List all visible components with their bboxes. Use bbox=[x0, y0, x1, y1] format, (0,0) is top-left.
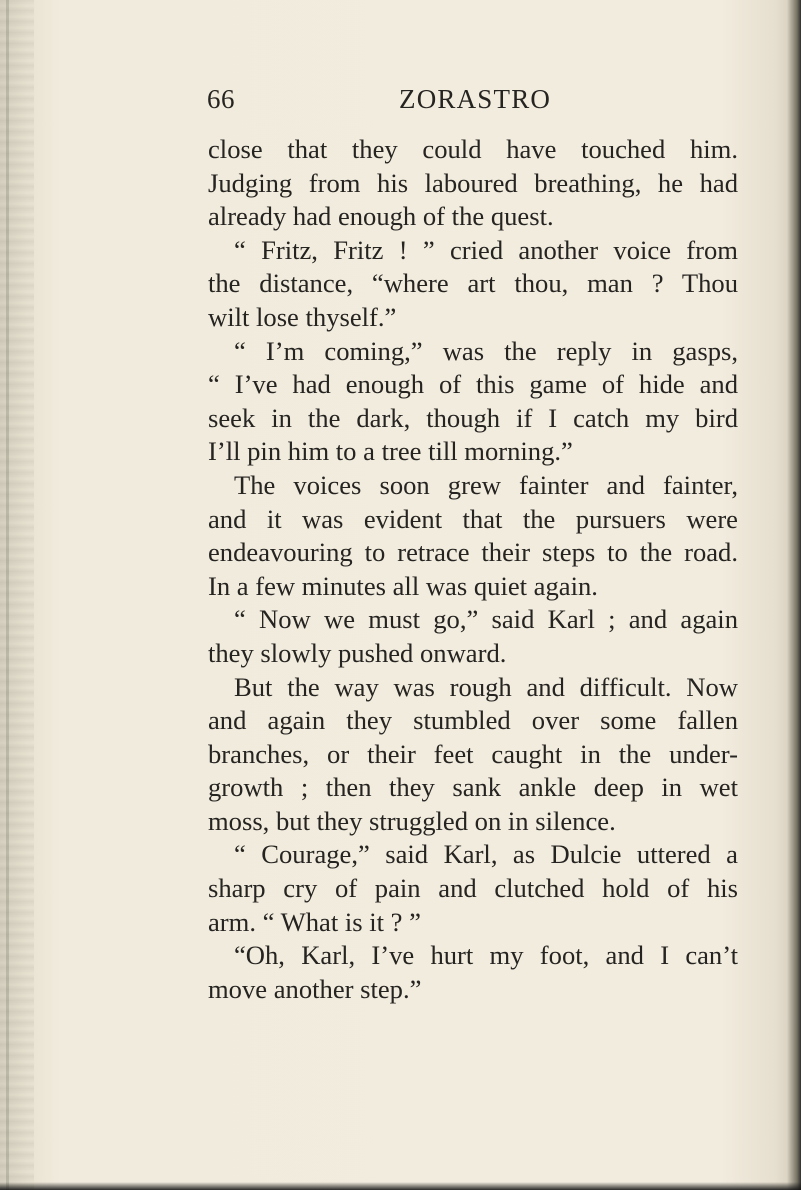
text-line: “ Courage,” said Karl, as Dulcie uttered a bbox=[234, 839, 738, 870]
text-line: they slowly pushed onward. bbox=[208, 637, 507, 668]
page-header bbox=[0, 84, 801, 124]
text-line: sharp cry of pain and clutched hold of his bbox=[208, 873, 738, 904]
text-line: “ I’m coming,” was the reply in gasps, bbox=[234, 335, 738, 366]
running-head: ZORASTRO bbox=[399, 84, 552, 114]
text-line: and it was evident that the pursuers were bbox=[208, 503, 738, 534]
text-line: But the way was rough and difficult. Now bbox=[234, 671, 738, 702]
page-edge-shadow-right bbox=[787, 0, 801, 1190]
page-edge-shadow-bottom bbox=[0, 1182, 801, 1190]
text-line: I’ll pin him to a tree till morning.” bbox=[208, 436, 573, 467]
text-line: The voices soon grew fainter and fainter, bbox=[234, 469, 738, 500]
text-line: In a few minutes all was quiet again. bbox=[208, 570, 598, 601]
text-line: “ I’ve had enough of this game of hide and bbox=[208, 369, 738, 400]
text-line: “Oh, Karl, I’ve hurt my foot, and I can’t bbox=[234, 940, 738, 971]
text-line: growth ; then they sank ankle deep in wet bbox=[208, 772, 738, 803]
text-line: seek in the dark, though if I catch my bird bbox=[208, 402, 738, 433]
text-line: “ Fritz, Fritz ! ” cried another voice from bbox=[234, 234, 738, 265]
text-line: close that they could have touched him. bbox=[208, 134, 738, 164]
text-line: branches, or their feet caught in the under- bbox=[208, 738, 738, 769]
page-number: 66 bbox=[207, 84, 235, 114]
text-line: and again they stumbled over some fallen bbox=[208, 705, 738, 736]
binding-gutter bbox=[0, 0, 34, 1190]
text-line: already had enough of the quest. bbox=[208, 201, 554, 232]
text-line: “ Now we must go,” said Karl ; and again bbox=[234, 604, 738, 635]
text-line: endeavouring to retrace their steps to the road. bbox=[208, 537, 738, 568]
text-line: Judging from his laboured breathing, he had bbox=[208, 167, 738, 198]
body-text bbox=[208, 133, 738, 1006]
text-line: the distance, “where art thou, man ? Thou bbox=[208, 268, 738, 299]
text-line: arm. “ What is it ? ” bbox=[208, 906, 421, 937]
text-line: move another step.” bbox=[208, 973, 422, 1004]
text-line: wilt lose thyself.” bbox=[208, 301, 397, 332]
text-line: moss, but they struggled on in silence. bbox=[208, 805, 616, 836]
